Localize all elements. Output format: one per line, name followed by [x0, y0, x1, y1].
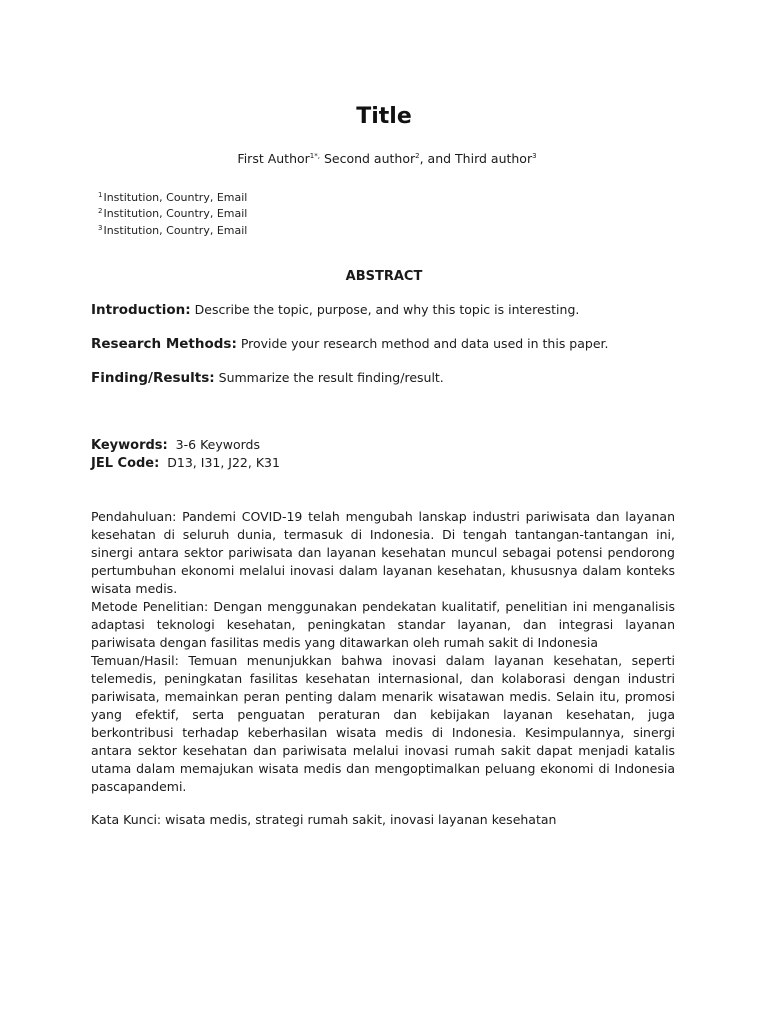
- introduction-label: Introduction:: [91, 302, 191, 318]
- methods-label: Research Methods:: [91, 336, 237, 352]
- first-author-sup: 1*,: [309, 152, 320, 160]
- metode-paragraph: Metode Penelitian: Dengan menggunakan pendekatan kualitatif, penelitian ini menganalisis adaptasi teknologi kesehatan, peningkatan standar layanan, dan integrasi layanan pariwisata dengan fasilitas medis yang ditawarkan oleh rumah sakit di Indonesia: [91, 599, 675, 650]
- affiliation-1-sup: 1: [98, 191, 103, 199]
- affiliation-3-sup: 3: [98, 224, 103, 232]
- third-author: , and Third author: [419, 151, 533, 166]
- keywords-label: Keywords:: [91, 438, 168, 453]
- introduction-text: Describe the topic, purpose, and why this topic is interesting.: [190, 302, 580, 317]
- affiliation-2-text: Institution, Country, Email: [103, 207, 248, 220]
- second-author: Second author: [319, 151, 416, 166]
- third-author-sup: 3: [532, 152, 537, 160]
- affiliation-3-text: Institution, Country, Email: [103, 224, 248, 237]
- affiliation-2: [98, 204, 247, 221]
- affiliation-1-text: Institution, Country, Email: [103, 191, 248, 204]
- temuan-paragraph: Temuan/Hasil: Temuan menunjukkan bahwa inovasi dalam layanan kesehatan, seperti telemedis, peningkatan fasilitas kesehatan internasional, dan kolaborasi dengan industri pariwisata, memainkan peran penting dalam menarik wisatawan medis. Selain itu, promosi yang efektif, serta penguatan peraturan dan kebijakan layanan kesehatan, juga berkontribusi terhadap keberhasilan wisata medis di Indonesia. Kesimpulannya, sinergi antara sektor kesehatan dan pariwisata melalui inovasi rumah sakit dapat menjadi katalis utama dalam memajukan wisata medis dan mengoptimalkan peluang ekonomi di Indonesia pascapandemi.: [91, 653, 675, 794]
- abstract-methods: [91, 336, 609, 352]
- keywords-line: [91, 437, 260, 453]
- second-author-sup: 2: [415, 152, 420, 160]
- jel-code-line: [91, 455, 280, 471]
- affiliation-1: [98, 188, 247, 205]
- findings-text: Summarize the result finding/result.: [214, 370, 444, 385]
- indonesian-abstract: [91, 508, 675, 796]
- abstract-heading: ABSTRACT: [345, 269, 423, 284]
- jel-code-label: JEL Code:: [91, 456, 160, 471]
- kata-kunci-line: Kata Kunci: wisata medis, strategi rumah sakit, inovasi layanan kesehatan: [91, 812, 557, 827]
- paper-title: Title: [356, 104, 412, 129]
- author-line: [0, 151, 768, 166]
- pendahuluan-paragraph: Pendahuluan: Pandemi COVID-19 telah mengubah lanskap industri pariwisata dan layanan kesehatan di seluruh dunia, termasuk di Indonesia. Di tengah tantangan-tantangan ini, sinergi antara sektor pariwisata dan layanan kesehatan muncul sebagai potensi pendorong pertumbuhan ekonomi melalui inovasi dalam layanan kesehatan, khususnya dalam konteks wisata medis.: [91, 509, 675, 596]
- first-author: First Author: [237, 151, 310, 166]
- jel-code-text: D13, I31, J22, K31: [159, 455, 280, 470]
- affiliation-3: [98, 221, 247, 238]
- keywords-text: 3-6 Keywords: [167, 437, 260, 452]
- methods-text: Provide your research method and data used in this paper.: [236, 336, 609, 351]
- abstract-findings: [91, 370, 444, 386]
- findings-label: Finding/Results:: [91, 370, 215, 386]
- abstract-introduction: [91, 302, 579, 318]
- affiliation-2-sup: 2: [98, 207, 103, 215]
